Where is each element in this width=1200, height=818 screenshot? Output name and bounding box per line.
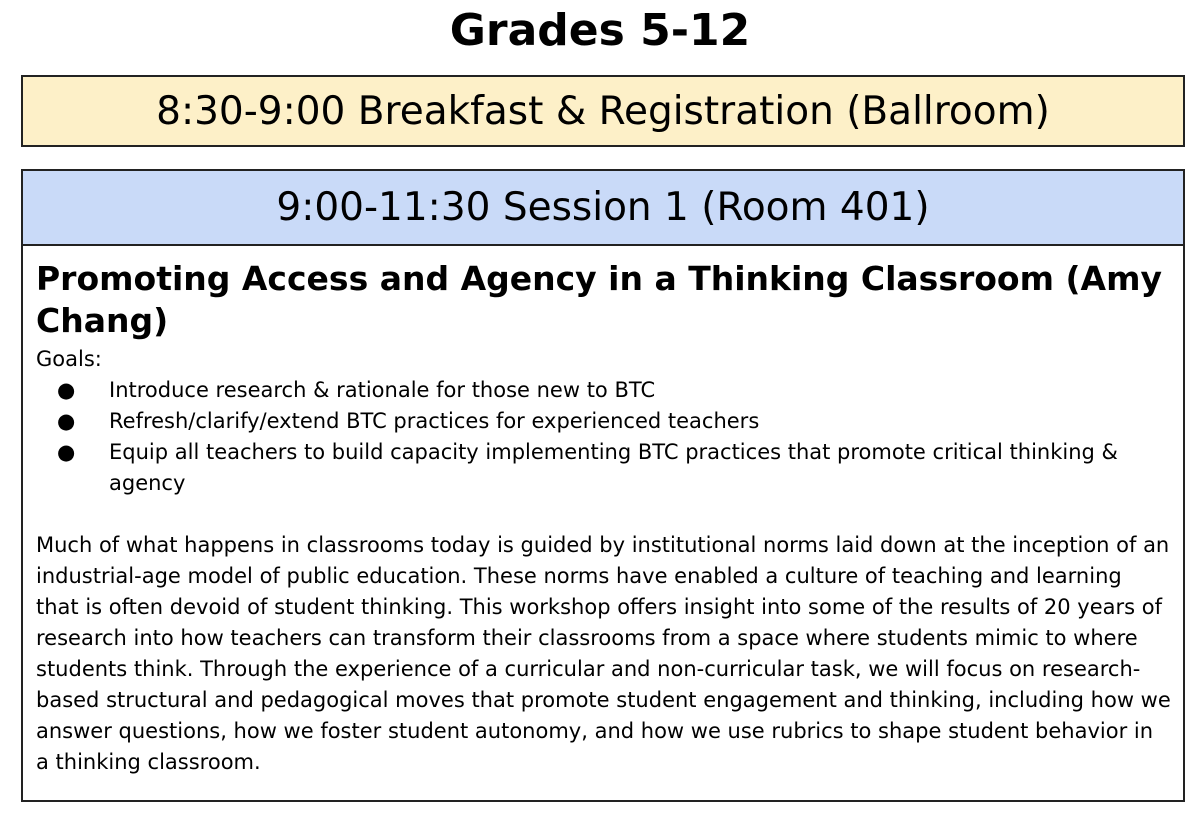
goals-list (36, 375, 1171, 499)
bullet-icon: ● (57, 440, 76, 464)
session-header: 9:00-11:30 Session 1 (Room 401) (23, 171, 1183, 246)
goal-item (36, 437, 1171, 499)
goal-item (36, 406, 1171, 437)
goal-text: Introduce research & rationale for those new to BTC (109, 378, 656, 402)
goal-text: Refresh/clarify/extend BTC practices for experienced teachers (109, 409, 760, 433)
session-body (23, 246, 1183, 778)
bullet-icon: ● (57, 409, 76, 433)
goal-item (36, 375, 1171, 406)
bullet-icon: ● (57, 378, 76, 402)
page-title: Grades 5-12 (449, 5, 751, 56)
workshop-description: Much of what happens in classrooms today is guided by institutional norms laid down at the inception of an industrial-age model of public education. These norms have enabled a culture of teaching and learning that is often devoid of student thinking. This workshop offers insight into some of the results of 20 years of research into how teachers can transform their classrooms from a space where students mimic to where students think. Through the experience of a curricular and non-curricular task, we will focus on research- based structural and pedagogical moves that promote student engagement and thinking, including how we answer questions, how we foster student autonomy, and how we use rubrics to shape student behavior in a thinking classroom. (36, 533, 1171, 774)
breakfast-banner: 8:30-9:00 Breakfast & Registration (Ballroom) (21, 75, 1185, 147)
session-card (21, 169, 1185, 802)
goals-label: Goals: (36, 347, 102, 371)
goal-text: Equip all teachers to build capacity implementing BTC practices that promote critical thinking & agency (109, 440, 1118, 495)
workshop-title: Promoting Access and Agency in a Thinking Classroom (Amy Chang) (36, 259, 1162, 340)
